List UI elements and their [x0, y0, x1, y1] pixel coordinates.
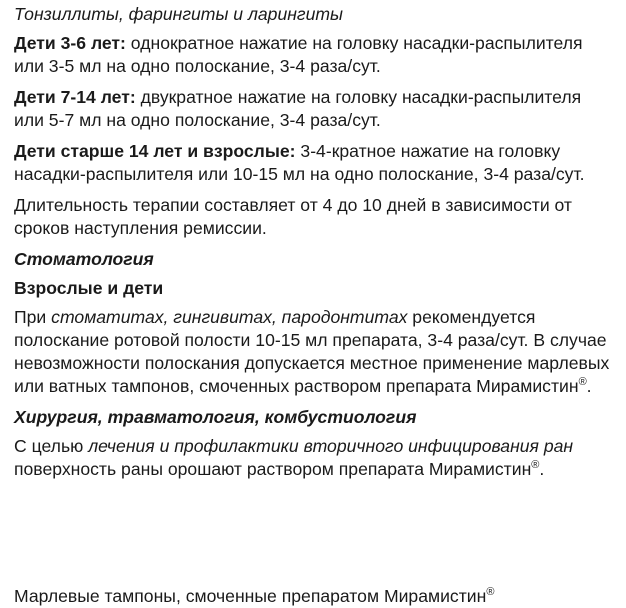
- surgery-text-post: поверхность раны орошают раствором препарата Мирамистин: [14, 459, 532, 479]
- dosage-children-3-6: [14, 32, 614, 78]
- cut-off-line: [14, 585, 614, 608]
- stomatology-text-pre: При: [14, 307, 52, 327]
- adults-children-heading: Взрослые и дети: [14, 278, 164, 298]
- dosage-children-14-adults: [14, 140, 614, 186]
- surgery-text-pre: С целью: [14, 436, 89, 456]
- dosage-label-14-adults: Дети старше 14 лет и взрослые:: [14, 141, 296, 161]
- registered-mark: ®: [578, 376, 587, 388]
- dosage-label-3-6: Дети 3-6 лет:: [14, 33, 126, 53]
- dosage-text-14-adults: 3-4-кратное нажатие на головку насадки-распылителя или 10-15 мл на одно полоскание, 3-4 раза/сут.: [14, 141, 585, 184]
- dosage-children-7-14: [14, 86, 614, 132]
- registered-mark: ®: [486, 586, 495, 598]
- surgery-text-italic: лечения и профилактики вторичного инфицирования ран: [88, 436, 574, 456]
- cut-off-text: Марлевые тампоны, смоченные препаратом Мирамистин: [14, 586, 487, 606]
- stomatology-paragraph: [14, 306, 614, 398]
- surgery-text-end: .: [539, 459, 545, 479]
- therapy-duration-paragraph: Длительность терапии составляет от 4 до 10 дней в зависимости от сроков наступления ремиссии.: [14, 195, 572, 238]
- dosage-text-7-14: двукратное нажатие на головку насадки-распылителя или 5-7 мл на одно полоскание, 3-4 раза/сут.: [14, 87, 582, 130]
- dosage-label-7-14: Дети 7-14 лет:: [14, 87, 136, 107]
- stomatology-text-end: .: [586, 376, 592, 396]
- registered-mark: ®: [531, 459, 540, 471]
- stomatology-text-italic: стоматитах, гингивитах, пародонтитах: [51, 307, 408, 327]
- tonsillitis-heading: Тонзиллиты, фарингиты и ларингиты: [14, 4, 343, 24]
- stomatology-heading: Стоматология: [14, 249, 154, 269]
- surgery-heading: Хирургия, травматология, комбустиология: [14, 407, 417, 427]
- stomatology-text-post: рекомендуется полоскание ротовой полости 10-15 мл препарата, 3-4 раза/сут. В случае невозможности полоскания допускается местное применение марлевых или ватных тампонов, смоченных раствором препарата Мирамистин: [14, 307, 610, 396]
- surgery-paragraph: [14, 435, 614, 481]
- dosage-text-3-6: однократное нажатие на головку насадки-распылителя или 3-5 мл на одно полоскание, 3-4 раза/сут.: [14, 33, 583, 76]
- document-page: [14, 3, 614, 489]
